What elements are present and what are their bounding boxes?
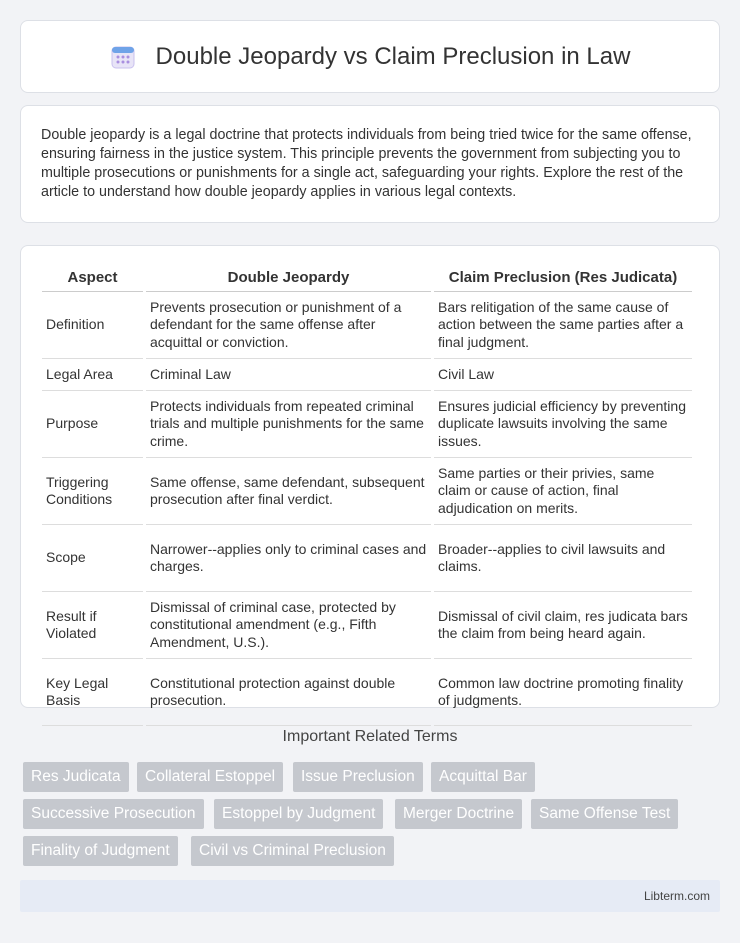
tag-res-judicata[interactable]: Res Judicata bbox=[23, 762, 129, 792]
cell-claim-preclusion: Dismissal of civil claim, res judicata bars the claim from being heard again. bbox=[434, 592, 692, 659]
cell-double-jeopardy: Same offense, same defendant, subsequent prosecution after final verdict. bbox=[146, 458, 431, 525]
tag-civil-vs-criminal-preclusion[interactable]: Civil vs Criminal Preclusion bbox=[191, 836, 394, 866]
related-terms-title: Important Related Terms bbox=[282, 728, 458, 745]
table-row bbox=[42, 391, 692, 458]
header-card bbox=[20, 20, 720, 93]
cell-double-jeopardy: Narrower--applies only to criminal cases and charges. bbox=[146, 525, 431, 592]
cell-claim-preclusion: Common law doctrine promoting finality of judgments. bbox=[434, 659, 692, 726]
cell-aspect: Legal Area bbox=[42, 359, 143, 391]
table-header-row bbox=[42, 263, 692, 292]
table-row bbox=[42, 592, 692, 659]
cell-aspect: Result if Violated bbox=[42, 592, 143, 659]
cell-double-jeopardy: Prevents prosecution or punishment of a defendant for the same offense after acquittal or conviction. bbox=[146, 292, 431, 359]
footer bbox=[20, 880, 720, 912]
cell-double-jeopardy: Constitutional protection against double prosecution. bbox=[146, 659, 431, 726]
cell-aspect: Triggering Conditions bbox=[42, 458, 143, 525]
table-row bbox=[42, 525, 692, 592]
table-row bbox=[42, 458, 692, 525]
tag-successive-prosecution[interactable]: Successive Prosecution bbox=[23, 799, 204, 829]
table-row bbox=[42, 659, 692, 726]
related-terms-section bbox=[20, 728, 720, 760]
footer-site-link[interactable]: Libterm.com bbox=[643, 889, 710, 903]
cell-double-jeopardy: Criminal Law bbox=[146, 359, 431, 391]
cell-double-jeopardy: Dismissal of criminal case, protected by constitutional amendment (e.g., Fifth Amendment, U.S.). bbox=[146, 592, 431, 659]
cell-aspect: Purpose bbox=[42, 391, 143, 458]
cell-aspect: Key Legal Basis bbox=[42, 659, 143, 726]
tag-same-offense-test[interactable]: Same Offense Test bbox=[531, 799, 678, 829]
tag-issue-preclusion[interactable]: Issue Preclusion bbox=[293, 762, 423, 792]
cell-claim-preclusion: Same parties or their privies, same claim or cause of action, final adjudication on merits. bbox=[434, 458, 692, 525]
intro-text: Double jeopardy is a legal doctrine that protects individuals from being tried twice for the same offense, ensuring fairness in the justice system. This principle prevents the government from subjecting you to multiple prosecutions or punishments for a single act, safeguarding your rights. Explore the rest of the article to understand how double jeopardy applies in various legal contexts. bbox=[41, 127, 692, 200]
cell-claim-preclusion: Ensures judicial efficiency by preventing duplicate lawsuits involving the same issues. bbox=[434, 391, 692, 458]
tag-estoppel-by-judgment[interactable]: Estoppel by Judgment bbox=[214, 799, 383, 829]
page-title: Double Jeopardy vs Claim Preclusion in Law bbox=[155, 42, 631, 70]
cell-claim-preclusion: Civil Law bbox=[434, 359, 692, 391]
comparison-table bbox=[39, 263, 695, 726]
column-header-double-jeopardy: Double Jeopardy bbox=[146, 263, 431, 292]
tag-acquittal-bar[interactable]: Acquittal Bar bbox=[431, 762, 535, 792]
column-header-claim-preclusion: Claim Preclusion (Res Judicata) bbox=[434, 263, 692, 292]
cell-claim-preclusion: Broader--applies to civil lawsuits and claims. bbox=[434, 525, 692, 592]
tag-collateral-estoppel[interactable]: Collateral Estoppel bbox=[137, 762, 283, 792]
intro-card bbox=[20, 105, 720, 223]
cell-claim-preclusion: Bars relitigation of the same cause of action between the same parties after a final judgment. bbox=[434, 292, 692, 359]
tag-merger-doctrine[interactable]: Merger Doctrine bbox=[395, 799, 522, 829]
cell-aspect: Definition bbox=[42, 292, 143, 359]
cell-double-jeopardy: Protects individuals from repeated criminal trials and multiple punishments for the same crime. bbox=[146, 391, 431, 458]
table-row bbox=[42, 359, 692, 391]
comparison-card bbox=[20, 245, 720, 708]
column-header-aspect: Aspect bbox=[42, 263, 143, 292]
table-row bbox=[42, 292, 692, 359]
cell-aspect: Scope bbox=[42, 525, 143, 592]
tag-finality-of-judgment[interactable]: Finality of Judgment bbox=[23, 836, 178, 866]
calendar-icon bbox=[110, 44, 136, 70]
